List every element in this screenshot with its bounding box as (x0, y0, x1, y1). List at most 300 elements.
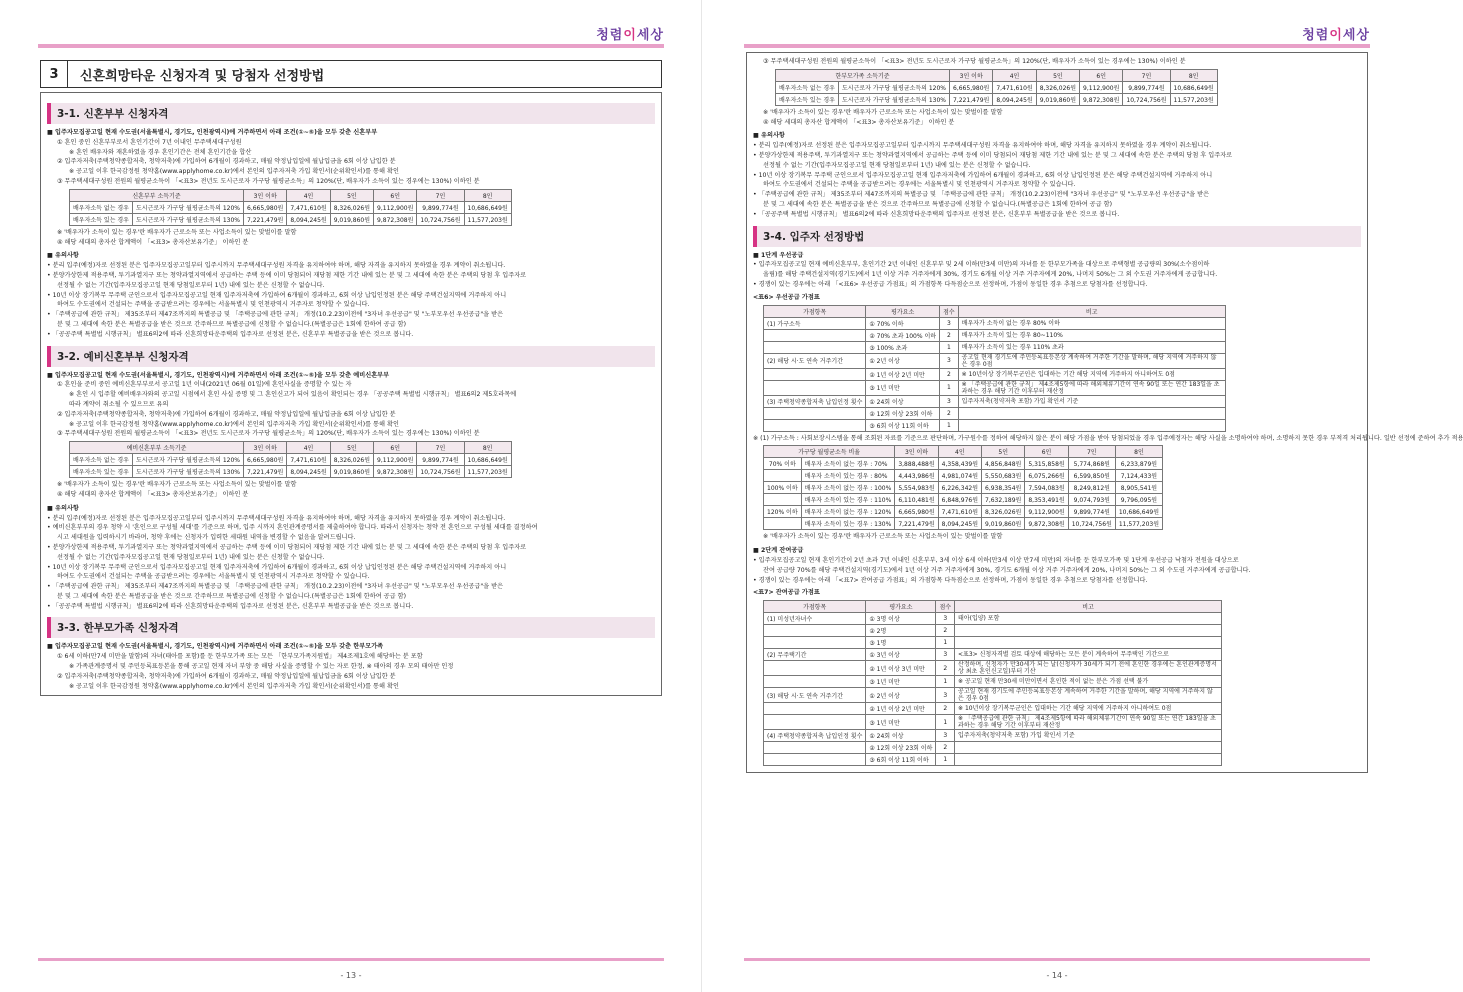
table-cell: 9,872,308원 (1080, 93, 1123, 105)
text-line: 따라 계약이 취소될 수 있으므로 유의 (69, 400, 169, 408)
section-heading: 3-1. 신혼부부 신청자격 (47, 103, 655, 124)
table-row (764, 395, 1226, 407)
table-cell: 1 (940, 419, 959, 431)
text-line: ④ 해당 세대의 총자산 합계액이 「<표3> 총자산보유기준」 이하인 분 (763, 118, 955, 126)
table-cell: 2 (940, 407, 959, 419)
text-line: 선정될 수 없는 기간(입주자모집공고일 현재 당첨일로부터 1년) 내에 있는 분은 신청할 수 없습니다. (57, 281, 325, 289)
table-cell: ※ 10년이상 장기복무군인은 입대하는 기간 해당 지역에 거주하지 아니하여도 0점 (955, 703, 1222, 715)
text-line: ※ 혼인 배우자와 재혼하였을 경우 혼인기간은 전체 혼인기간을 합산 (69, 148, 252, 156)
table-cell: 1 (936, 637, 955, 649)
table-header: 비고 (958, 305, 1225, 317)
table-cell: 9,019,860원 (330, 466, 373, 478)
table-cell: 5,550,683원 (982, 470, 1025, 482)
text-line: ※ 공고일 이후 한국감정원 청약홈(www.applyhome.co.kr)에서 본인의 입주자저축 가입 확인서(순위확인서)를 통해 확인 (69, 420, 399, 428)
logo: 청렴이세상 (596, 28, 664, 43)
table-cell: 6,665,980원 (244, 201, 287, 213)
table-cell: 9,796,095원 (1115, 494, 1162, 506)
table-cell: 9,019,860원 (1036, 93, 1079, 105)
table-cell (764, 341, 866, 353)
table-header: 6인 (374, 442, 417, 454)
table-cell: ① 2년 이상 (866, 688, 936, 703)
table-header: 3인 이하 (950, 69, 993, 81)
table-cell: 배우자 소득이 없는 경우 : 100% (801, 482, 895, 494)
table-cell: 8,353,491원 (1025, 494, 1068, 506)
table-cell: 7,221,479원 (244, 466, 287, 478)
footer-rule (38, 958, 664, 961)
table-row (764, 368, 1226, 380)
table-cell: 8,326,026원 (982, 506, 1025, 518)
table-cell: ※ 공고일 현재 만30세 미만이면서 혼인한 적이 없는 분은 가점 선택 불가 (955, 676, 1222, 688)
table-cell: (4) 주택청약종합저축 납입인정 횟수 (764, 730, 866, 742)
table-cell: 2 (936, 661, 955, 676)
table-header: 4인 (993, 69, 1036, 81)
table-header: 평가요소 (866, 305, 940, 317)
text-line: 하여도 수도권에서 건설되는 주택을 공급받으려는 경우에는 서울특별시 및 인천광역시 거주자로 청약할 수 있습니다. (57, 301, 370, 309)
table-cell: 3 (940, 353, 959, 368)
table-cell: 6,665,980원 (895, 506, 938, 518)
table-caption: <표7> 잔여공급 가점표 (753, 589, 820, 597)
table-cell (764, 742, 866, 754)
table-header: 8인 (1170, 69, 1217, 81)
table-cell: 배우자소득 있는 경우 (776, 93, 839, 105)
table-cell (764, 380, 866, 395)
table-row (764, 470, 1163, 482)
table-cell: ※ 10년이상 장기복무군인은 입대하는 기간 해당 지역에 거주하지 아니하여도 0점 (958, 368, 1225, 380)
table-row (764, 458, 1163, 470)
table-cell: 9,899,774원 (417, 454, 464, 466)
table-cell: 9,019,860원 (330, 213, 373, 225)
table-header: 6인 (1025, 446, 1068, 458)
table-header: 8인 (464, 442, 511, 454)
table-cell: 6,226,342원 (938, 482, 981, 494)
table-cell: 9,899,774원 (1123, 81, 1170, 93)
table-header: 7인 (417, 189, 464, 201)
table-cell: 7,124,433원 (1115, 470, 1162, 482)
table-cell: 9,872,308원 (374, 213, 417, 225)
table-header: 가점항목 (764, 305, 866, 317)
table-cell: 8,094,245원 (993, 93, 1036, 105)
table-header: 점수 (940, 305, 959, 317)
table-cell: 입주자저축(청약저축 포함) 가입 확인서 기준 (955, 730, 1222, 742)
text-line: 잔여 공급량 70%를 해당 주택건설지역(경기도)에서 1년 이상 거주 거주자에게 30%, 경기도 6개월 이상 거주 거주자에게 20%, 나머지 50%는 그 외 수도권 거주자에게 공급합니다. (763, 566, 1251, 574)
table-cell: (3) 주택청약종합저축 납입인정 횟수 (764, 395, 866, 407)
table-cell: 70% 이하 (764, 458, 802, 470)
table-cell: ② 1년 이상 2년 미만 (866, 368, 940, 380)
text-line: • 10년 이상 장기복무 무주택 군인으로서 입주자모집공고일 현재 입주자저축에 가입하여 6개월이 경과하고, 6회 이상 납입인정된 분은 해당 주택건설지역에 거주하지 아니 (47, 291, 507, 299)
table-cell: 8,326,026원 (330, 454, 373, 466)
table-row (764, 341, 1226, 353)
text-line: ■ 입주자모집공고일 현재 수도권(서울특별시, 경기도, 인천광역시)에 거주하면서 아래 조건(①~⑤)을 모두 갖춘 예비신혼부부 (47, 371, 390, 379)
table-header: 7인 (1123, 69, 1170, 81)
table-cell: ※ 「주택공급에 관한 규칙」 제4조제5항에 따라 해외체류기간이 연속 90일 또는 연간 183일을 초과하는 경우 해당 기간 이후부터 재산정 (955, 715, 1222, 730)
text-line: ③ 무주택세대구성원 전원의 월평균소득이 「<표3> 전년도 도시근로자 가구당 월평균소득」의 120%(단, 배우자가 소득이 있는 경우에는 130%) 이하인 분 (57, 177, 480, 185)
table-cell: 7,221,479원 (895, 518, 938, 530)
table-cell: 배우자 소득이 없는 경우 : 120% (801, 506, 895, 518)
table-cell (764, 470, 802, 482)
table-cell: 입주자저축(청약저축 포함) 가입 확인서 기준 (958, 395, 1225, 407)
table-cell (764, 625, 866, 637)
table-header: 예비신혼부부 소득기준 (70, 442, 244, 454)
table-cell: 배우자가 소득이 있는 경우 110% 초과 (958, 341, 1225, 353)
table-cell: 7,471,610원 (938, 506, 981, 518)
table-cell: ① 3년 이상 (866, 649, 936, 661)
text-line: ① 6세 이하(만7세 미만을 말함)의 자녀(태아를 포함)를 둔 한부모가족 또는 모든 「한부모가족지원법」 제4조제1호에 해당하는 분 포함 (57, 653, 423, 661)
table-cell: ① 24회 이상 (866, 730, 936, 742)
text-line: • 10년 이상 장기복무 무주택 군인으로서 입주자모집공고일 현재 입주자저축에 가입하여 6개월이 경과하고, 6회 이상 납입인정된 분은 해당 주택건설지역에 거주하지 아니 (47, 563, 507, 571)
text-line: 선정될 수 없는 기간(입주자모집공고일 현재 당첨일로부터 1년) 내에 있는 분은 신청할 수 없습니다. (57, 553, 325, 561)
text-line: • 「공공주택 특별법 시행규칙」 별표6의2에 따라 신혼희망타운주택의 입주자로 선정된 분은, 신혼부부 특별공급을 받은 것으로 봅니다. (753, 210, 1120, 218)
text-line: • 분리 입주(예정)자로 선정된 분은 입주자모집공고일부터 입주시까지 무주택세대구성원 자격을 유지하여야 하며, 해당 자격을 유지하지 못하였을 경우 계약이 취소됩니다. (47, 262, 506, 270)
table-row (764, 380, 1226, 395)
notes-heading: ■ 유의사항 (753, 132, 785, 140)
header-rule (38, 44, 664, 48)
table-cell: 11,577,203원 (464, 213, 511, 225)
text-line: 하여도 수도권에서 건설되는 주택을 공급받으려는 경우에는 서울특별시 및 인천광역시 거주자로 청약할 수 있습니다. (57, 573, 370, 581)
content-frame (746, 52, 1463, 773)
table-cell (764, 637, 866, 649)
table-cell: 10,724,756원 (417, 213, 464, 225)
text-line: • 「주택공급에 관한 규칙」 제35조부터 제47조까지의 특별공급 및 「주택공급에 관한 규칙」 개정(10.2.23)이전에 "3자녀 우선공급" 및 "노부모우선 우선공급"을 받은 (47, 311, 504, 319)
text-line: ① 혼인을 준비 중인 예비신혼부부로서 공고일 1년 이내(2021년 06월 01일)에 혼인사실을 증명할 수 있는 자 (57, 381, 352, 389)
table-cell: (1) 미성년자녀수 (764, 613, 866, 625)
table-cell: 7,632,189원 (982, 494, 1025, 506)
table-cell: 도시근로자 가구당 월평균소득의 120% (132, 201, 243, 213)
table-cell: 7,471,610원 (993, 81, 1036, 93)
table-cell: 태아(입양) 포함 (955, 613, 1222, 625)
table-cell: 100% 이하 (764, 482, 802, 494)
table-cell: 9,872,308원 (374, 466, 417, 478)
table-header: 4인 (287, 189, 330, 201)
table-cell: ② 1년 이상 3년 미만 (866, 661, 936, 676)
table-row (764, 625, 1222, 637)
table-cell: 3 (940, 317, 959, 329)
text-line: ② 입주자저축(주택청약종합저축, 청약저축)에 가입하여 6개월이 경과하고, 매월 약정납입일에 월납입금을 6회 이상 납입한 분 (57, 672, 396, 680)
table-cell: ③ 6회 이상 11회 이하 (866, 419, 940, 431)
table-cell: 10,686,649원 (1115, 506, 1162, 518)
table-cell: ② 70% 초과 100% 이하 (866, 329, 940, 341)
table-cell (955, 754, 1222, 766)
table-cell: 공고일 현재 경기도에 주민등록표등본상 계속하여 거주한 기간을 말하며, 해당 지역에 거주하지 않은 경우 0점 (958, 353, 1225, 368)
table-cell: 배우자소득 없는 경우 (70, 201, 133, 213)
table-cell: 4,443,986원 (895, 470, 938, 482)
table-cell: ① 2년 이상 (866, 353, 940, 368)
table-cell: 2 (936, 742, 955, 754)
table-cell: 배우자 소득이 있는 경우 : 130% (801, 518, 895, 530)
table-cell: 배우자 소득이 없는 경우 : 70% (801, 458, 895, 470)
text-line: • 경쟁이 있는 경우에는 아래 「<표6> 우선공급 가점표」의 가점항목 다득점순으로 선정하며, 가점이 동일한 경우 추첨으로 당첨자를 선정합니다. (753, 280, 1148, 288)
table-cell: 3 (940, 395, 959, 407)
table-header: 가점항목 (764, 601, 866, 613)
table-cell: 8,094,245원 (287, 466, 330, 478)
text-line: ※ 공고일 이후 한국감정원 청약홈(www.applyhome.co.kr)에서 본인의 입주자저축 가입 확인서(순위확인서)를 통해 확인 (69, 682, 399, 690)
table-cell: (2) 무주택기간 (764, 649, 866, 661)
table-cell: ※ 「주택공급에 관한 규칙」 제4조제5항에 따라 해외체류기간이 연속 90일 또는 연간 183일을 초과하는 경우 해당 기간 이후부터 재산정 (958, 380, 1225, 395)
page-13 (6, 0, 696, 992)
table-cell: 6,233,879원 (1115, 458, 1162, 470)
text-line: • 「주택공급에 관한 규칙」 제35조부터 제47조까지의 특별공급 및 「주택공급에 관한 규칙」 개정(10.2.23)이전에 "3자녀 우선공급" 및 "노부모우선 우선공급"을 받은 (753, 191, 1210, 199)
table-row (764, 353, 1226, 368)
text-line: 시고 세대원을 입력하시기 바라며, 청약 후에는 신청자가 입력한 세대원 내역을 변경할 수 없음을 알려드립니다. (57, 534, 356, 542)
text-line: • 경쟁이 있는 경우에는 아래 「<표7> 잔여공급 가점표」의 가점항목 다득점순으로 선정하며, 가점이 동일한 경우 추첨으로 당첨자를 선정합니다. (753, 576, 1148, 584)
table-header: 6인 (1080, 69, 1123, 81)
table-cell (764, 518, 802, 530)
table-cell: 배우자소득 있는 경우 (70, 213, 133, 225)
table-cell: ② 12회 이상 23회 이하 (866, 742, 936, 754)
table-cell: 배우자소득 있는 경우 (70, 466, 133, 478)
table-cell: ③ 6회 이상 11회 이하 (866, 754, 936, 766)
table-header: 3인 이하 (244, 442, 287, 454)
table-cell (764, 676, 866, 688)
table-cell: 4,358,439원 (938, 458, 981, 470)
text-line: • 분양가상한제 적용주택, 투기과열지구 또는 청약과열지역에서 공급하는 주택 등에 이미 당첨되어 재당첨 제한 기간 내에 있는 분 및 그 세대에 속한 분은 주택의 당첨 후 입주자로 (47, 271, 527, 279)
table-cell (764, 329, 866, 341)
text-line: ※ (1) 가구소득 : 사회보장시스템을 통해 조회된 자료를 기준으로 판단하며, 가구원수를 정하여 해당하지 않은 분이 해당 가점을 받아 당첨되었을 경우 입주예정자는 해당 사실을 소명하여야 하며, 소명하지 못한 경우 부적격 처리됩니다. 일반 선정에 준하여 추가 적용 (753, 434, 1463, 442)
text-line: 올림)를 해당 주택건설지역(경기도)에서 1년 이상 거주 거주자에게 30%, 경기도 6개월 이상 거주 거주자에게 20%, 나머지 50%는 그 외 수도권 거주자에게 공급합니다. (763, 271, 1218, 279)
table-cell: 10,686,649원 (464, 201, 511, 213)
table-cell: ① 24회 이상 (866, 395, 940, 407)
table-cell: 8,326,026원 (330, 201, 373, 213)
step-heading: ■ 2단계 잔여공급 (753, 547, 804, 555)
table-row (764, 676, 1222, 688)
table-header: 4인 (287, 442, 330, 454)
text-line: ① 혼인 중인 신혼부부로서 혼인기간이 7년 이내인 무주택세대구성원 (57, 138, 242, 146)
table-cell: 4,981,074원 (938, 470, 981, 482)
table-row (764, 419, 1226, 431)
table-cell: 3 (936, 688, 955, 703)
table-row (764, 649, 1222, 661)
table-cell: ③ 1년 미만 (866, 380, 940, 395)
table-cell: 8,905,541원 (1115, 482, 1162, 494)
table-header: 5인 (330, 442, 373, 454)
table-row (764, 703, 1222, 715)
table-cell: ③ 1명 (866, 637, 936, 649)
chapter-title: 신혼희망타운 신청자격 및 당첨자 선정방법 (80, 68, 325, 84)
logo: 청렴이세상 (1302, 28, 1370, 43)
table-cell: 배우자 소득이 있는 경우 : 110% (801, 494, 895, 506)
income-table (69, 189, 512, 226)
priority-score-table (763, 305, 1226, 432)
table-cell: 1 (936, 676, 955, 688)
table-header: 비고 (955, 601, 1222, 613)
text-line: ※ 가족관계증명서 및 주민등록표등본을 통해 공고일 현재 자녀 부양 중 해당 사실을 증명할 수 있는 자로 한정, ※ 태아의 경우 모의 태아만 인정 (69, 663, 454, 671)
table-header: 한부모가족 소득기준 (776, 69, 950, 81)
table-cell: 도시근로자 가구당 월평균소득의 130% (132, 466, 243, 478)
table-cell: 6,599,850원 (1068, 470, 1115, 482)
text-line: • 분양가상한제 적용주택, 투기과열지구 또는 청약과열지역에서 공급하는 주택 등에 이미 당첨되어 재당첨 제한 기간 내에 있는 분 및 그 세대에 속한 분은 주택의 당첨 후 입주자로 (753, 151, 1233, 159)
text-line: ※ 혼인 시 입주할 예비배우자와의 공고일 시점에서 혼인 사실 증명 및 그 혼인신고가 되어 있음이 확인되는 경우 「공공주택 특별법 시행규칙」 별표6의2 제5호라목에 (69, 391, 517, 399)
chapter-heading (40, 60, 662, 88)
income-ratio-table (763, 445, 1163, 530)
table-cell (955, 625, 1222, 637)
table-header: 가구당 월평균소득 비율 (764, 446, 895, 458)
text-line: • 「공공주택 특별법 시행규칙」 별표6의2에 따라 신혼희망타운주택의 입주자로 선정된 분은, 신혼부부 특별공급을 받은 것으로 봅니다. (47, 330, 414, 338)
text-line: ④ 해당 세대의 총자산 합계액이 「<표3> 총자산보유기준」 이하인 분 (57, 238, 249, 246)
table-cell: 10,686,649원 (464, 454, 511, 466)
page-number: - 14 - (1046, 971, 1068, 980)
text-line: ③ 무주택세대구성원 전원의 월평균소득이 「<표3> 전년도 도시근로자 가구당 월평균소득」의 120%(단, 배우자가 소득이 있는 경우에는 130%) 이하인 분 (763, 58, 1186, 65)
table-cell: 11,577,203원 (1115, 518, 1162, 530)
notes-heading: ■ 유의사항 (47, 504, 79, 512)
text-line: • 예비신혼부부의 경우 청약 시 '혼인으로 구성될 세대'를 기준으로 하며, 입주 시까지 혼인관계증명서를 제출하여야 합니다. 따라서 신청자는 청약 전 혼인으로 구성될 세대를 결정하여 (47, 524, 538, 532)
table-row (764, 518, 1163, 530)
table-row (764, 637, 1222, 649)
table-cell: 1 (936, 715, 955, 730)
table-cell: 8,249,812원 (1068, 482, 1115, 494)
table-cell: 8,094,245원 (287, 213, 330, 225)
table-cell: 1 (940, 341, 959, 353)
table-cell (764, 419, 866, 431)
table-cell: 공고일 현재 경기도에 주민등록표등본상 계속하여 거주한 기간을 말하며, 해당 지역에 거주하지 않은 경우 0점 (955, 688, 1222, 703)
income-table (69, 441, 512, 478)
table-cell: 배우자가 소득이 있는 경우 80~110% (958, 329, 1225, 341)
table-row (764, 317, 1226, 329)
table-cell (764, 661, 866, 676)
table-cell: 2 (940, 329, 959, 341)
table-cell: 10,686,649원 (1170, 81, 1217, 93)
table-cell: ② 1년 이상 2년 미만 (866, 703, 936, 715)
table-cell: 3,888,488원 (895, 458, 938, 470)
table-cell: 8,094,245원 (938, 518, 981, 530)
table-cell: 1 (940, 380, 959, 395)
table-cell: 도시근로자 가구당 월평균소득의 130% (838, 93, 949, 105)
table-row (764, 506, 1163, 518)
notes-heading: ■ 유의사항 (47, 252, 79, 260)
table-cell: 6,110,481원 (895, 494, 938, 506)
table-cell: 7,471,610원 (287, 201, 330, 213)
table-cell: 도시근로자 가구당 월평균소득의 120% (838, 81, 949, 93)
text-line: ③ 무주택세대구성원 전원의 월평균소득이 「<표3> 전년도 도시근로자 가구당 월평균소득」의 120%(단, 배우자가 소득이 있는 경우에는 130%) 이하인 분 (57, 430, 480, 438)
text-line: • 입주자모집공고일 현재 혼인기간이 2년 초과 7년 이내인 신혼부부, 3세 이상 6세 이하(만3세 이상 만7세 미만)의 자녀를 둔 한부모가족 및 1단계 우선공급 낙첨자 전원을 대상으로 (753, 556, 1239, 564)
table-cell: 9,899,774원 (1068, 506, 1115, 518)
table-row (764, 742, 1222, 754)
text-line: • 분리 입주(예정)자로 선정된 분은 입주자모집공고일부터 입주시까지 무주택세대구성원 자격을 유지하여야 하며, 해당 자격을 유지하지 못하였을 경우 계약이 취소됩니다. (753, 142, 1212, 150)
table-row (764, 613, 1222, 625)
table-cell: 6,665,980원 (950, 81, 993, 93)
table-cell (764, 715, 866, 730)
text-line: ④ 해당 세대의 총자산 합계액이 「<표3> 총자산보유기준」 이하인 분 (57, 490, 249, 498)
table-cell (955, 637, 1222, 649)
table-cell: 도시근로자 가구당 월평균소득의 120% (132, 454, 243, 466)
table-header: 7인 (1068, 446, 1115, 458)
table-row (764, 661, 1222, 676)
table-cell: 9,872,308원 (1025, 518, 1068, 530)
table-cell: 4,856,848원 (982, 458, 1025, 470)
table-header: 평가요소 (866, 601, 936, 613)
table-cell: ② 2명 (866, 625, 936, 637)
page-number: - 13 - (340, 971, 362, 980)
table-cell: 7,471,610원 (287, 454, 330, 466)
table-row (764, 482, 1163, 494)
text-line: • 10년 이상 장기복무 무주택 군인으로서 입주자모집공고일 현재 입주자저축에 가입하여 6개월이 경과하고, 6회 이상 납입인정된 분은 해당 주택건설지역에 거주하지 아니 (753, 171, 1213, 179)
table-cell: 3 (936, 649, 955, 661)
chapter-number: 3 (41, 61, 68, 87)
table-header: 7인 (417, 442, 464, 454)
text-line: ※ '배우자가 소득이 있는 경우'란 배우자가 근로소득 또는 사업소득이 있는 맞벌이를 말함 (763, 533, 1003, 541)
footer-rule (744, 958, 1370, 961)
table-cell (958, 407, 1225, 419)
text-line: • 「공공주택 특별법 시행규칙」 별표6의2에 따라 신혼희망타운주택의 입주자로 선정된 분은, 신혼부부 특별공급을 받은 것으로 봅니다. (47, 602, 414, 610)
table-cell: ① 3명 이상 (866, 613, 936, 625)
table-cell: 배우자가 소득이 없는 경우 80% 이하 (958, 317, 1225, 329)
table-cell: 1 (936, 754, 955, 766)
table-header: 3인 이하 (895, 446, 938, 458)
table-header: 5인 (982, 446, 1025, 458)
text-line: ② 입주자저축(주택청약종합저축, 청약저축)에 가입하여 6개월이 경과하고, 매월 약정납입일에 월납입금을 6회 이상 납입한 분 (57, 158, 396, 166)
table-cell: 6,848,976원 (938, 494, 981, 506)
text-line: • 입주자모집공고일 현재 예비신혼부부, 혼인기간 2년 이내인 신혼부부 및 2세 이하(만3세 미만)의 자녀를 둔 한부모가족을 대상으로 주택형별 공급량의 30%(소수점이하 (753, 261, 1210, 269)
page-content (746, 52, 1463, 944)
table-row (764, 494, 1163, 506)
text-line: 분 및 그 세대에 속한 분은 특별공급을 받은 것으로 간주하므로 특별공급에 신청할 수 없습니다.(특별공급은 1회에 한하여 공급 함) (763, 200, 1112, 208)
table-cell: 9,899,774원 (417, 201, 464, 213)
table-cell: ③ 1년 미만 (866, 715, 936, 730)
table-cell: 8,326,026원 (1036, 81, 1079, 93)
table-cell: 2 (936, 703, 955, 715)
table-row (764, 329, 1226, 341)
table-cell: (2) 해당 시·도 연속 거주기간 (764, 353, 866, 368)
income-table (775, 69, 1218, 106)
table-header: 3인 이하 (244, 189, 287, 201)
table-cell (958, 419, 1225, 431)
table-row (764, 715, 1222, 730)
table-cell (764, 494, 802, 506)
table-cell: 5,774,868원 (1068, 458, 1115, 470)
content-frame (40, 92, 662, 696)
table-cell (764, 368, 866, 380)
table-cell: 2 (940, 368, 959, 380)
text-line: ※ '배우자가 소득이 있는 경우'란 배우자가 근로소득 또는 사업소득이 있는 맞벌이를 말함 (763, 108, 1003, 116)
table-caption: <표6> 우선공급 가점표 (753, 293, 820, 301)
text-line: ※ '배우자가 소득이 있는 경우'란 배우자가 근로소득 또는 사업소득이 있는 맞벌이를 말함 (57, 481, 297, 489)
table-cell: 9,074,793원 (1068, 494, 1115, 506)
table-cell: 3 (936, 613, 955, 625)
table-cell: 배우자 소득이 있는 경우 : 80% (801, 470, 895, 482)
table-cell: 6,665,980원 (244, 454, 287, 466)
table-cell (764, 754, 866, 766)
table-header: 5인 (1036, 69, 1079, 81)
table-cell: 5,554,983원 (895, 482, 938, 494)
table-cell: 7,221,479원 (950, 93, 993, 105)
table-cell: 배우자소득 없는 경우 (70, 454, 133, 466)
text-line: 분 및 그 세대에 속한 분은 특별공급을 받은 것으로 간주하므로 특별공급에 신청할 수 없습니다.(특별공급은 1회에 한하여 공급 함) (57, 320, 406, 328)
table-cell: ① 70% 이하 (866, 317, 940, 329)
text-line: ■ 입주자모집공고일 현재 수도권(서울특별시, 경기도, 인천광역시)에 거주하면서 아래 조건(①~⑤)을 모두 갖춘 신혼부부 (47, 129, 378, 136)
table-cell: ② 12회 이상 23회 이하 (866, 407, 940, 419)
text-line: • 「주택공급에 관한 규칙」 제35조부터 제47조까지의 특별공급 및 「주택공급에 관한 규칙」 개정(10.2.23)이전에 "3자녀 우선공급" 및 "노부모우선 우선공급"을 받은 (47, 583, 504, 591)
section-heading: 3-3. 한부모가족 신청자격 (47, 617, 655, 638)
section-heading: 3-4. 입주자 선정방법 (753, 226, 1361, 247)
table-header: 4인 (938, 446, 981, 458)
table-cell: 11,577,203원 (464, 466, 511, 478)
text-line: 분 및 그 세대에 속한 분은 특별공급을 받은 것으로 간주하므로 특별공급에 신청할 수 없습니다.(특별공급은 1회에 한하여 공급 함) (57, 592, 406, 600)
table-header: 5인 (330, 189, 373, 201)
text-line: ※ 공고일 이후 한국감정원 청약홈(www.applyhome.co.kr)에서 본인의 입주자저축 가입 확인서(순위확인서)를 통해 확인 (69, 168, 399, 176)
table-cell: ③ 100% 초과 (866, 341, 940, 353)
remaining-score-table (763, 600, 1222, 766)
table-cell: 9,019,860원 (982, 518, 1025, 530)
table-cell: 9,112,900원 (374, 454, 417, 466)
table-cell: <표3> 신청자격별 검토 대상에 해당하는 모든 분이 계속하여 무주택인 기간으로 (955, 649, 1222, 661)
text-line: 하여도 수도권에서 건설되는 주택을 공급받으려는 경우에는 서울특별시 및 인천광역시 거주자로 청약할 수 있습니다. (763, 181, 1076, 189)
table-cell: 120% 이하 (764, 506, 802, 518)
table-cell: 9,112,900원 (1025, 506, 1068, 518)
table-cell: ③ 1년 미만 (866, 676, 936, 688)
text-line: ■ 입주자모집공고일 현재 수도권(서울특별시, 경기도, 인천광역시)에 거주하면서 아래 조건(①~⑤)을 모두 갖춘 한부모가족 (47, 643, 384, 651)
table-cell: 11,577,203원 (1170, 93, 1217, 105)
table-row (764, 730, 1222, 742)
text-line: ※ '배우자가 소득이 있는 경우'란 배우자가 근로소득 또는 사업소득이 있는 맞벌이를 말함 (57, 228, 297, 236)
table-cell: 5,315,858원 (1025, 458, 1068, 470)
